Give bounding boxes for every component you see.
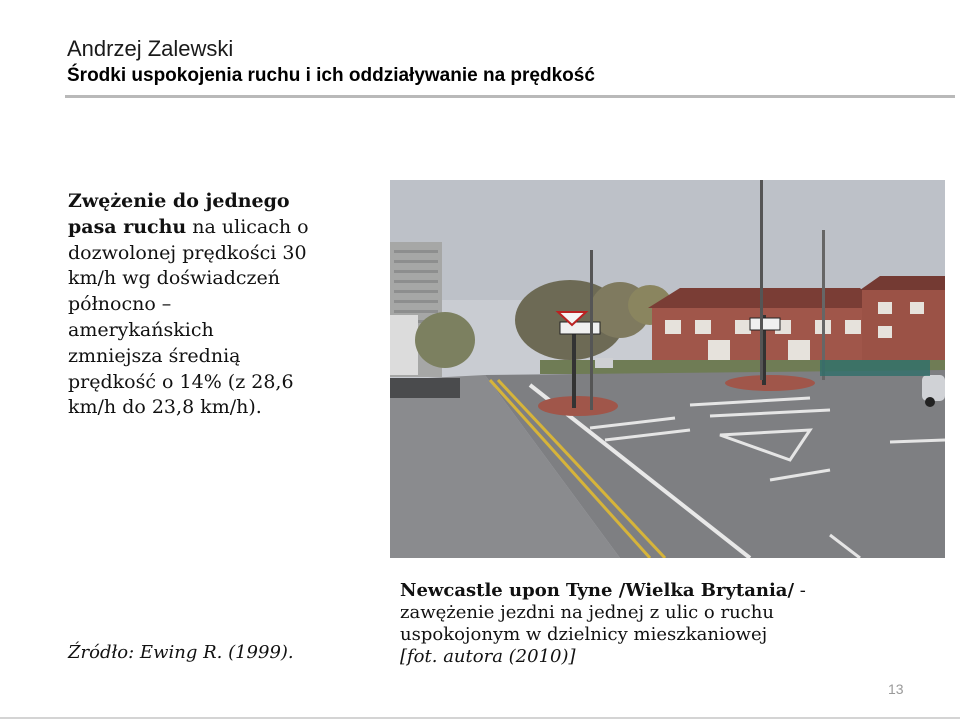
body-line-3: dozwolonej prędkości 30 bbox=[68, 241, 307, 264]
street-photo bbox=[390, 180, 945, 558]
body-bold-lead-1: Zwężenie do jednego bbox=[68, 190, 290, 212]
body-paragraph bbox=[68, 189, 368, 421]
source-citation: Źródło: Ewing R. (1999). bbox=[68, 642, 294, 663]
header-divider bbox=[65, 95, 955, 98]
body-line-4: km/h wg doświadczeń bbox=[68, 267, 280, 290]
body-line-8: prędkość o 14% (z 28,6 bbox=[68, 370, 294, 393]
caption-line-2: zawężenie jezdni na jednej z ulic o ruchu bbox=[400, 602, 774, 623]
caption-line-3: uspokojonym w dzielnicy mieszkaniowej bbox=[400, 624, 768, 645]
caption-dash: - bbox=[794, 580, 806, 601]
body-line-2: na ulicach o bbox=[186, 215, 309, 238]
footer-divider bbox=[0, 717, 960, 719]
caption-location: Newcastle upon Tyne /Wielka Brytania/ bbox=[400, 580, 795, 601]
photo-credit: [fot. autora (2010)] bbox=[400, 646, 576, 667]
body-line-9: km/h do 23,8 km/h). bbox=[68, 396, 262, 419]
body-line-7: zmniejsza średnią bbox=[68, 344, 241, 367]
body-line-6: amerykańskich bbox=[68, 318, 214, 341]
author-name: Andrzej Zalewski bbox=[67, 36, 234, 61]
body-bold-lead-2: pasa ruchu bbox=[68, 215, 187, 238]
body-line-5: północno – bbox=[68, 293, 172, 316]
page-number: 13 bbox=[888, 681, 904, 697]
photo-caption bbox=[400, 580, 940, 668]
presentation-subtitle: Środki uspokojenia ruchu i ich oddziaływanie na prędkość bbox=[67, 65, 595, 86]
